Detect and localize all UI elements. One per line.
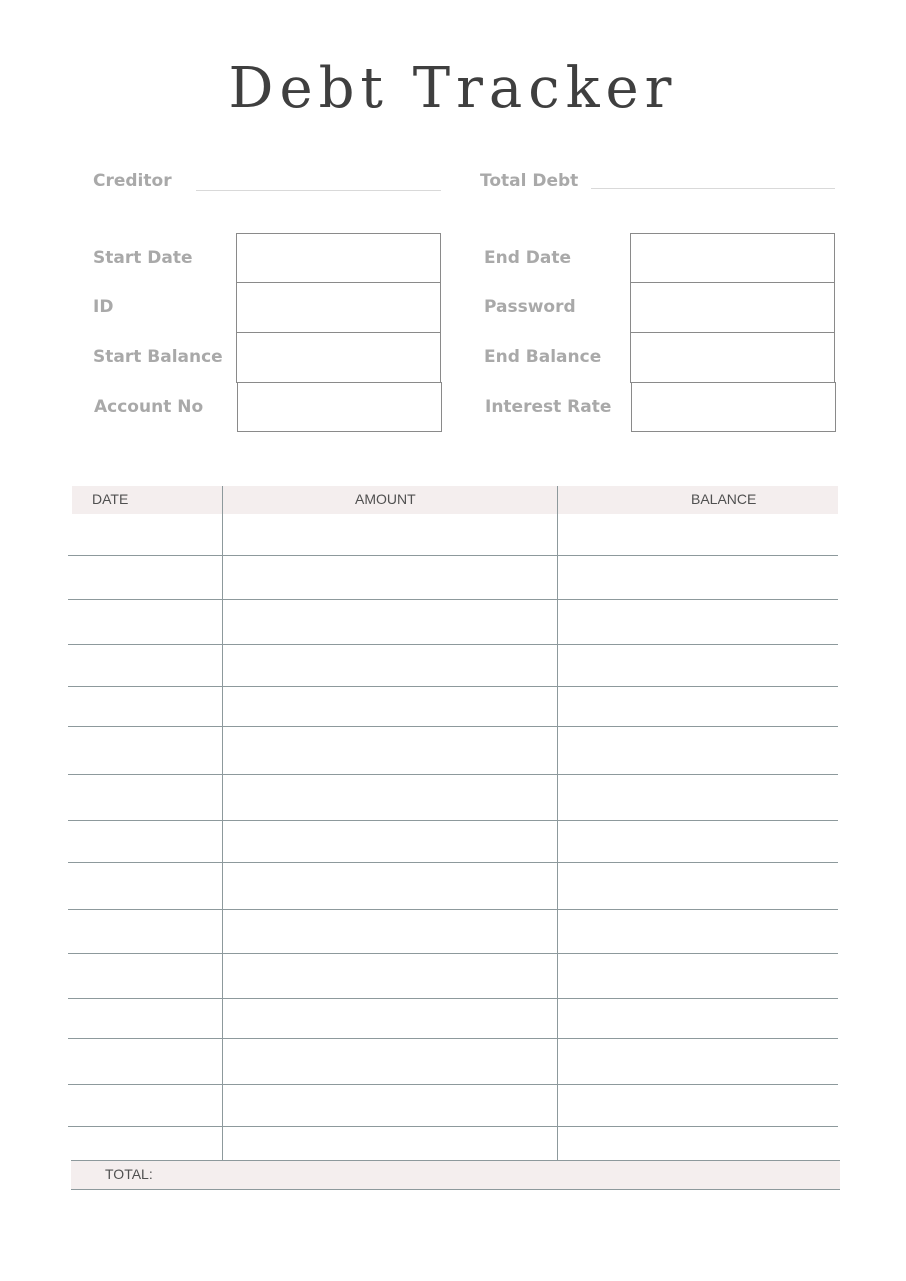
date-cell[interactable] [72, 909, 222, 953]
amount-cell[interactable] [222, 862, 557, 909]
balance-cell[interactable] [557, 953, 838, 998]
balance-cell[interactable] [557, 686, 838, 726]
date-cell[interactable] [72, 1126, 222, 1160]
amount-cell[interactable] [222, 599, 557, 644]
balance-cell[interactable] [557, 1126, 838, 1160]
amount-cell[interactable] [222, 774, 557, 820]
date-cell[interactable] [72, 686, 222, 726]
amount-cell[interactable] [222, 909, 557, 953]
amount-cell[interactable] [222, 555, 557, 599]
interest-rate-field[interactable] [631, 382, 836, 432]
id-field[interactable] [236, 282, 441, 333]
end-balance-field[interactable] [630, 332, 835, 383]
amount-cell[interactable] [222, 1126, 557, 1160]
date-cell[interactable] [72, 1038, 222, 1084]
amount-cell[interactable] [222, 998, 557, 1038]
start-date-label: Start Date [93, 248, 193, 268]
date-cell[interactable] [72, 774, 222, 820]
amount-cell[interactable] [222, 1038, 557, 1084]
balance-cell[interactable] [557, 774, 838, 820]
start-balance-field[interactable] [236, 332, 441, 383]
balance-cell[interactable] [557, 998, 838, 1038]
balance-cell[interactable] [557, 862, 838, 909]
balance-cell[interactable] [557, 1038, 838, 1084]
total-label: TOTAL: [105, 1166, 153, 1182]
balance-cell[interactable] [557, 514, 838, 555]
date-cell[interactable] [72, 862, 222, 909]
date-cell[interactable] [72, 820, 222, 862]
page-title: Debt Tracker [228, 56, 678, 121]
balance-cell[interactable] [557, 599, 838, 644]
balance-cell[interactable] [557, 726, 838, 774]
amount-cell[interactable] [222, 953, 557, 998]
start-balance-label: Start Balance [93, 347, 223, 367]
column-header-balance: BALANCE [691, 491, 757, 507]
account-no-label: Account No [94, 397, 204, 417]
amount-cell[interactable] [222, 820, 557, 862]
end-date-field[interactable] [630, 233, 835, 283]
column-header-date: DATE [92, 491, 129, 507]
amount-cell[interactable] [222, 686, 557, 726]
amount-cell[interactable] [222, 644, 557, 686]
amount-cell[interactable] [222, 726, 557, 774]
total-debt-label: Total Debt [480, 171, 579, 191]
total-amount-cell[interactable] [222, 1162, 557, 1189]
balance-cell[interactable] [557, 555, 838, 599]
total-debt-field[interactable] [591, 188, 835, 189]
creditor-label: Creditor [93, 171, 172, 191]
start-date-field[interactable] [236, 233, 441, 283]
balance-cell[interactable] [557, 909, 838, 953]
end-balance-label: End Balance [484, 347, 602, 367]
date-cell[interactable] [72, 726, 222, 774]
password-label: Password [484, 297, 576, 317]
amount-cell[interactable] [222, 514, 557, 555]
date-cell[interactable] [72, 953, 222, 998]
password-field[interactable] [630, 282, 835, 333]
id-label: ID [93, 297, 114, 317]
column-header-amount: AMOUNT [355, 491, 416, 507]
date-cell[interactable] [72, 1084, 222, 1126]
amount-cell[interactable] [222, 1084, 557, 1126]
date-cell[interactable] [72, 998, 222, 1038]
account-no-field[interactable] [237, 382, 442, 432]
end-date-label: End Date [484, 248, 572, 268]
creditor-field[interactable] [196, 190, 441, 191]
date-cell[interactable] [72, 644, 222, 686]
balance-cell[interactable] [557, 1084, 838, 1126]
date-cell[interactable] [72, 555, 222, 599]
date-cell[interactable] [72, 514, 222, 555]
total-balance-cell[interactable] [557, 1162, 840, 1189]
balance-cell[interactable] [557, 644, 838, 686]
date-cell[interactable] [72, 599, 222, 644]
balance-cell[interactable] [557, 820, 838, 862]
interest-rate-label: Interest Rate [485, 397, 612, 417]
